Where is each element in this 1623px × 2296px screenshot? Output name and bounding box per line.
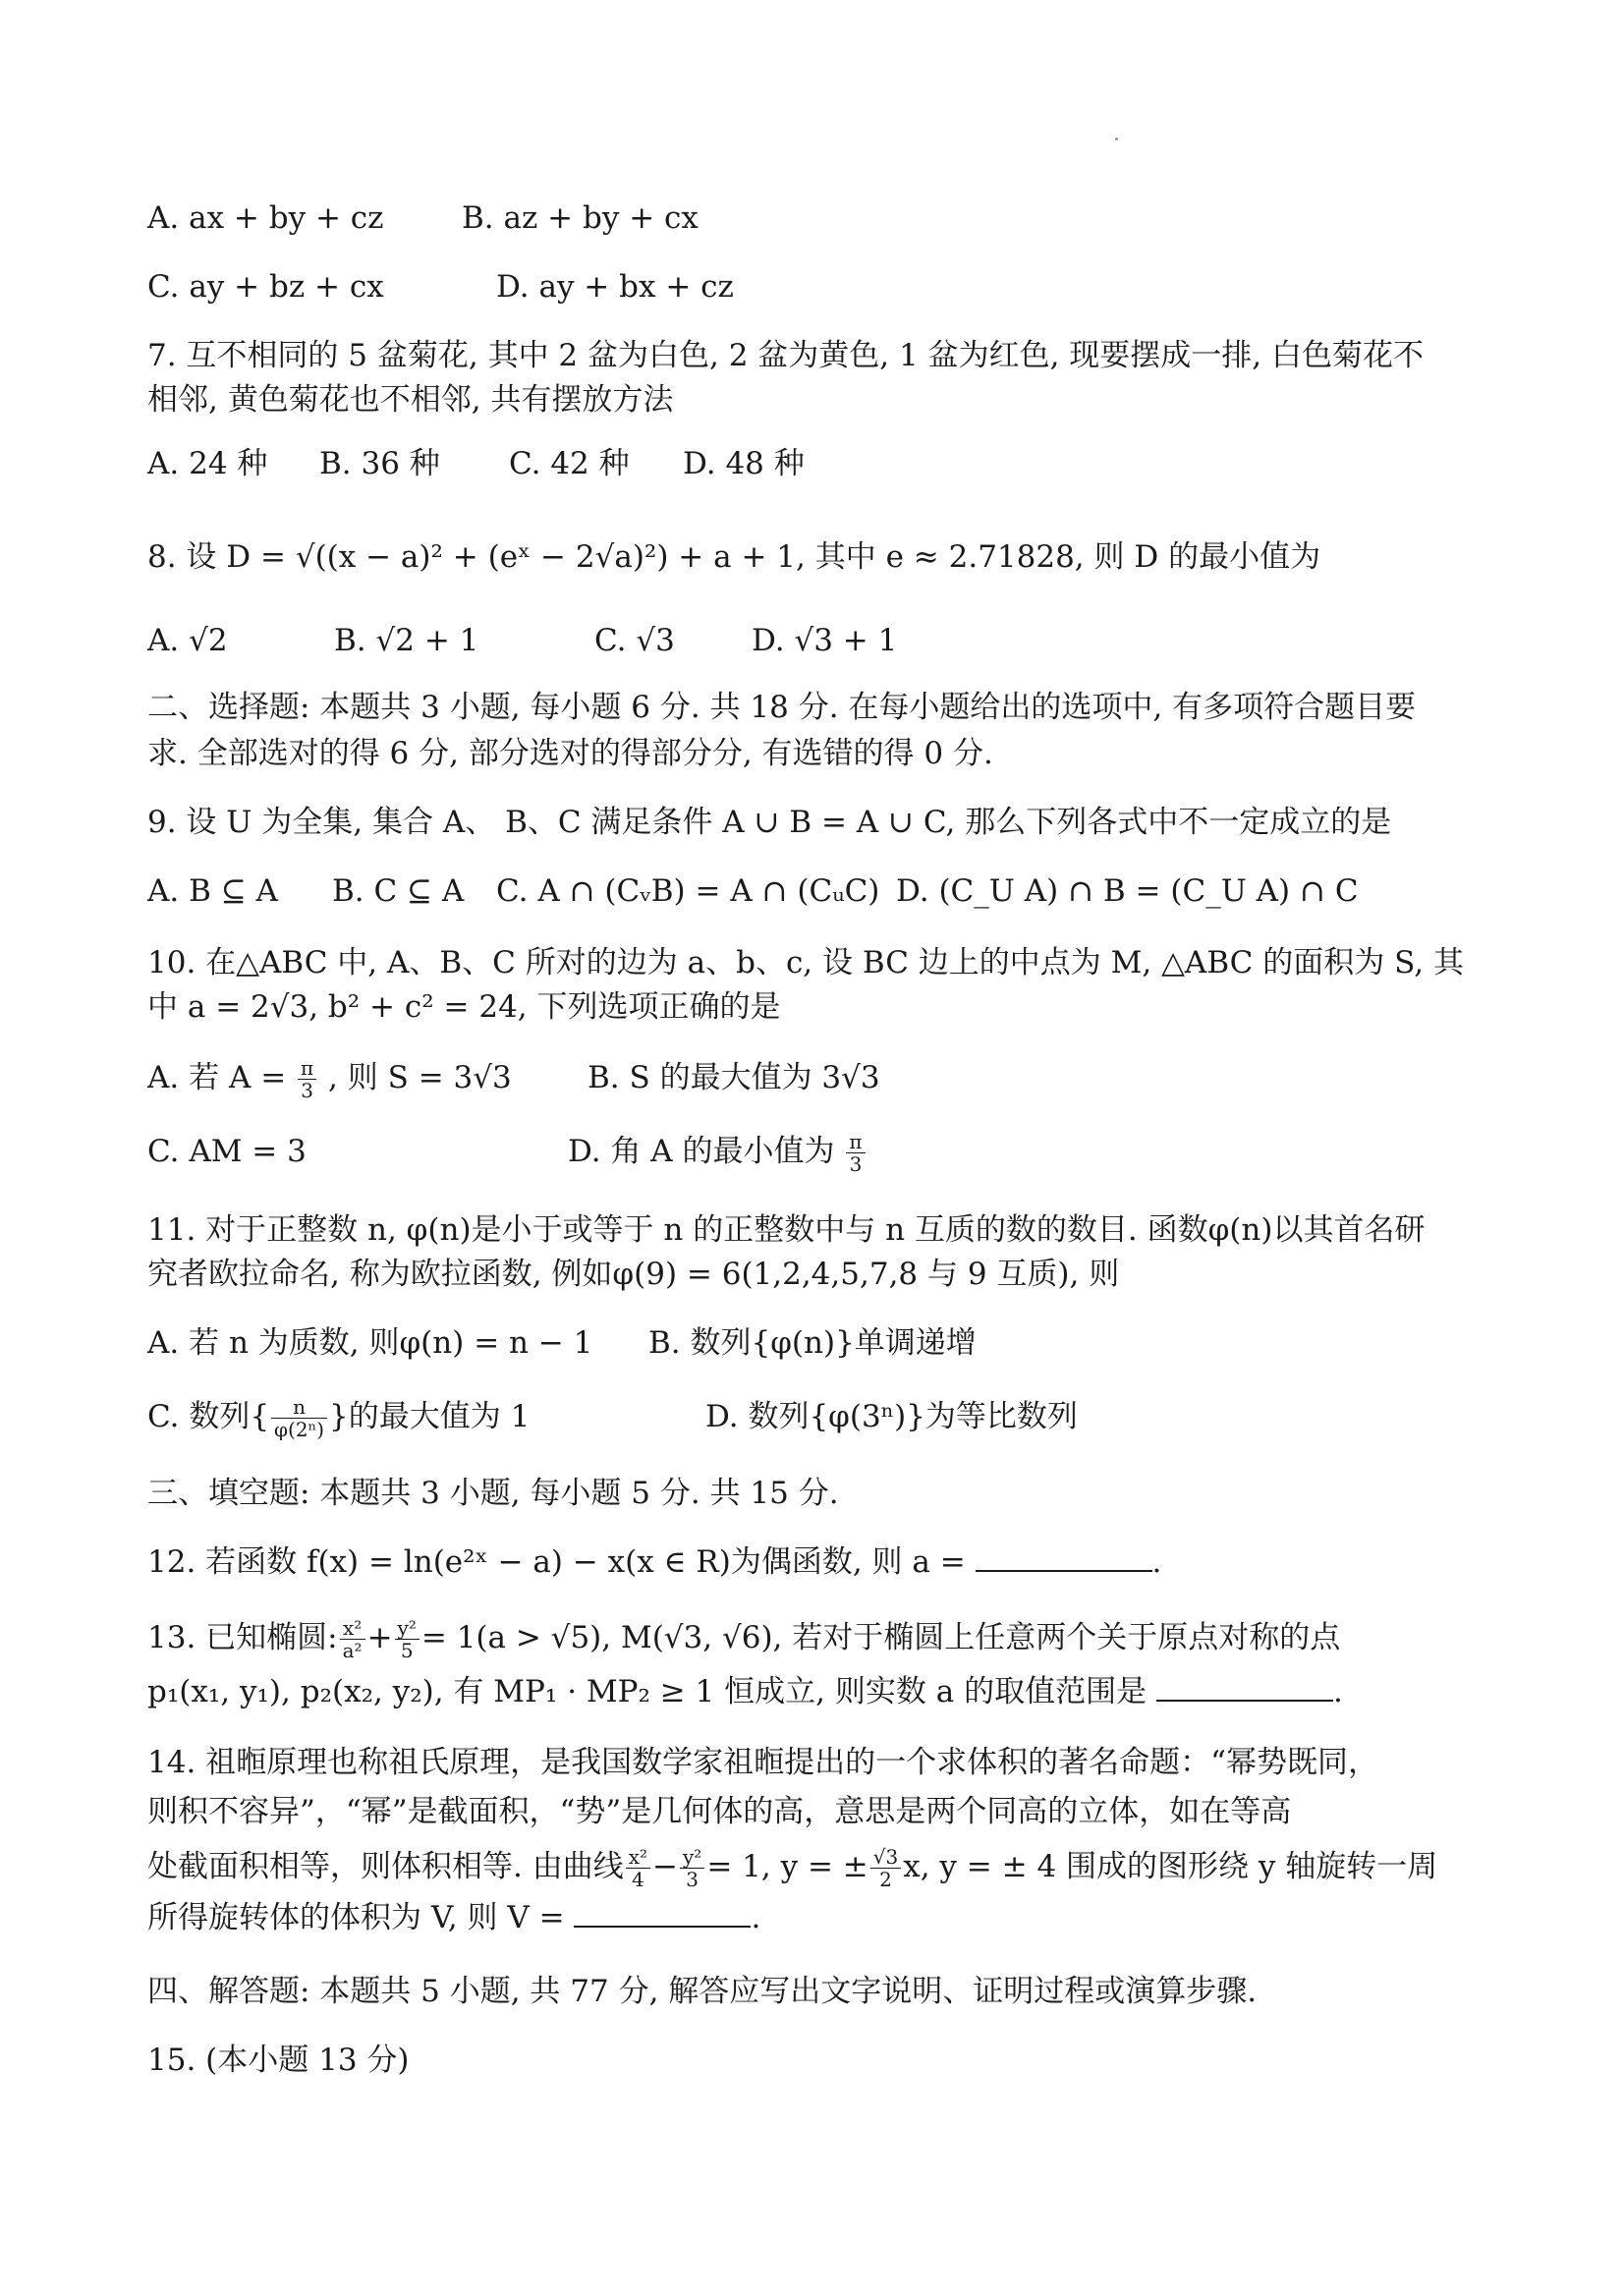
q13-line1 — [147, 1616, 1340, 1661]
q11-option-d: D. 数列{φ(3ⁿ)}为等比数列 — [705, 1399, 1078, 1434]
q9-option-a: A. B ⊆ A — [147, 873, 278, 909]
q7-line1: 7. 互不相同的 5 盆菊花, 其中 2 盆为白色, 2 盆为黄色, 1 盆为红色, 现要摆成一排, 白色菊花不 — [147, 338, 1424, 373]
q9-option-d: D. (C_U A) ∩ B = (C_U A) ∩ C — [896, 873, 1359, 909]
q7-line2: 相邻, 黄色菊花也不相邻, 共有摆放方法 — [147, 382, 674, 418]
q10-option-a-pre: A. 若 A = — [147, 1060, 287, 1095]
fraction-denominator: 5 — [400, 1639, 414, 1662]
q11-line1: 11. 对于正整数 n, φ(n)是小于或等于 n 的正整数中与 n 互质的数的数目. 函数φ(n)以其首名研 — [147, 1212, 1426, 1248]
q11-option-c — [147, 1395, 530, 1440]
q8-option-d: D. √3 + 1 — [752, 623, 898, 658]
fraction-numerator: √3 — [870, 1846, 901, 1869]
q8-option-c: C. √3 — [594, 623, 675, 658]
q11-option-c-fraction — [271, 1396, 327, 1440]
section2-line1: 二、选择题: 本题共 3 小题, 每小题 6 分. 共 18 分. 在每小题给出的选项中, 有多项符合题目要 — [147, 690, 1417, 725]
q14-fraction-x — [626, 1846, 650, 1890]
fraction-denominator: a² — [342, 1639, 363, 1662]
q8-option-a: A. √2 — [147, 623, 228, 658]
q12-answer-blank — [976, 1540, 1152, 1572]
q13-post: = 1(a > √5), M(√3, √6), 若对于椭圆上任意两个关于原点对称的点 — [420, 1620, 1341, 1655]
fraction-numerator: y² — [680, 1846, 704, 1869]
q14-line3-post: x, y = ± 4 围成的图形绕 y 轴旋转一周 — [903, 1849, 1438, 1884]
q12 — [147, 1540, 1161, 1584]
q13-fraction-y — [395, 1617, 420, 1661]
section3-heading: 三、填空题: 本题共 3 小题, 每小题 5 分. 共 15 分. — [147, 1476, 839, 1511]
fraction-numerator: y² — [395, 1617, 420, 1640]
q11-option-c-pre: C. 数列{ — [147, 1399, 270, 1434]
q14-minus: − — [652, 1849, 678, 1884]
q6-option-c: C. ay + bz + cx — [147, 269, 384, 305]
q11-line2: 究者欧拉命名, 称为欧拉函数, 例如φ(9) = 6(1,2,4,5,7,8 与 9 互质), 则 — [147, 1257, 1120, 1292]
q14-fraction-y — [680, 1846, 704, 1890]
fraction-numerator: x² — [340, 1617, 365, 1640]
scan-dot — [1115, 138, 1118, 140]
q11-option-c-post: }的最大值为 1 — [329, 1399, 531, 1434]
fraction-denominator: 4 — [632, 1868, 644, 1891]
q7-option-b: B. 36 种 — [319, 446, 440, 481]
q10-option-d-fraction — [846, 1131, 865, 1175]
q13-line2-text: p₁(x₁, y₁), p₂(x₂, y₂), 有 MP₁ · MP₂ ≥ 1 恒成立, 则实数 a 的取值范围是 — [147, 1674, 1147, 1709]
q13-plus: + — [366, 1620, 393, 1655]
q13-line2 — [147, 1670, 1343, 1713]
q10-option-d — [568, 1130, 867, 1175]
q8-option-b: B. √2 + 1 — [334, 623, 479, 658]
fraction-denominator: 3 — [301, 1079, 313, 1102]
q14-answer-blank — [574, 1896, 751, 1928]
q6-option-b: B. az + by + cx — [462, 200, 699, 236]
q14-line3-pre: 处截面积相等，则体积相等. 由曲线 — [147, 1849, 624, 1884]
q9-option-b: B. C ⊆ A — [332, 873, 465, 909]
q14-line4 — [147, 1896, 760, 1939]
q10-option-a — [147, 1056, 512, 1101]
fraction-numerator: x² — [626, 1846, 650, 1869]
fraction-denominator: 3 — [849, 1152, 863, 1176]
fraction-numerator: n — [271, 1396, 327, 1419]
q8-stem: 8. 设 D = √((x − a)² + (eˣ − 2√a)²) + a + 1, 其中 e ≈ 2.71828, 则 D 的最小值为 — [147, 539, 1321, 575]
q10-line1: 10. 在△ABC 中, A、B、C 所对的边为 a、b、c, 设 BC 边上的中点为 M, △ABC 的面积为 S, 其 — [147, 945, 1464, 980]
q7-option-c: C. 42 种 — [509, 446, 630, 481]
q10-line2: 中 a = 2√3, b² + c² = 24, 下列选项正确的是 — [147, 989, 781, 1025]
q11-option-b: B. 数列{φ(n)}单调递增 — [648, 1325, 977, 1361]
q6-option-d: D. ay + bx + cz — [496, 269, 734, 305]
fraction-denominator: φ(2ⁿ) — [274, 1418, 325, 1441]
q13-answer-blank — [1156, 1670, 1333, 1702]
fraction-denominator: 3 — [686, 1868, 700, 1891]
q12-end: . — [1151, 1544, 1162, 1580]
q14-end: . — [751, 1900, 761, 1935]
q14-line1: 14. 祖暅原理也称祖氏原理，是我国数学家祖暅提出的一个求体积的著名命题：“幂势既同， — [147, 1745, 1378, 1780]
q13-fraction-x — [340, 1617, 365, 1661]
q14-fraction-slope — [870, 1846, 901, 1890]
fraction-numerator: π — [846, 1131, 865, 1153]
fraction-denominator: 2 — [879, 1868, 892, 1891]
section4-heading: 四、解答题: 本题共 5 小题, 共 77 分, 解答应写出文字说明、证明过程或演算步骤. — [147, 1974, 1258, 2009]
q15-heading: 15. (本小题 13 分) — [147, 2043, 410, 2078]
q13-end: . — [1332, 1674, 1343, 1709]
q10-option-a-post: , 则 S = 3√3 — [328, 1060, 512, 1095]
q11-option-a: A. 若 n 为质数, 则φ(n) = n − 1 — [147, 1325, 593, 1361]
q7-option-a: A. 24 种 — [147, 446, 268, 481]
q14-line3 — [147, 1845, 1437, 1890]
q10-option-d-pre: D. 角 A 的最小值为 — [568, 1134, 835, 1169]
q9-option-c: C. A ∩ (CᵥB) = A ∩ (CᵤC) — [496, 873, 880, 909]
section2-line2: 求. 全部选对的得 6 分, 部分选对的得部分分, 有选错的得 0 分. — [147, 736, 993, 771]
q13-pre: 13. 已知椭圆: — [147, 1620, 338, 1655]
q14-mid: = 1, y = ± — [706, 1849, 868, 1884]
q14-line4-text: 所得旋转体的体积为 V, 则 V = — [147, 1900, 565, 1935]
q10-option-c: C. AM = 3 — [147, 1134, 307, 1169]
q7-option-d: D. 48 种 — [683, 446, 805, 481]
q12-stem: 12. 若函数 f(x) = ln(e²ˣ − a) − x(x ∈ R)为偶函数, 则 a = — [147, 1544, 966, 1580]
q9-stem: 9. 设 U 为全集, 集合 A、 B、C 满足条件 A ∪ B = A ∪ C, 那么下列各式中不一定成立的是 — [147, 805, 1392, 840]
q6-option-a: A. ax + by + cz — [147, 200, 384, 236]
q10-option-a-fraction — [298, 1057, 316, 1101]
q14-line2: 则积不容异”，“幂”是截面积，“势”是几何体的高，意思是两个同高的立体，如在等高 — [147, 1794, 1292, 1829]
q10-option-b: B. S 的最大值为 3√3 — [588, 1060, 880, 1095]
fraction-numerator: π — [298, 1057, 316, 1080]
